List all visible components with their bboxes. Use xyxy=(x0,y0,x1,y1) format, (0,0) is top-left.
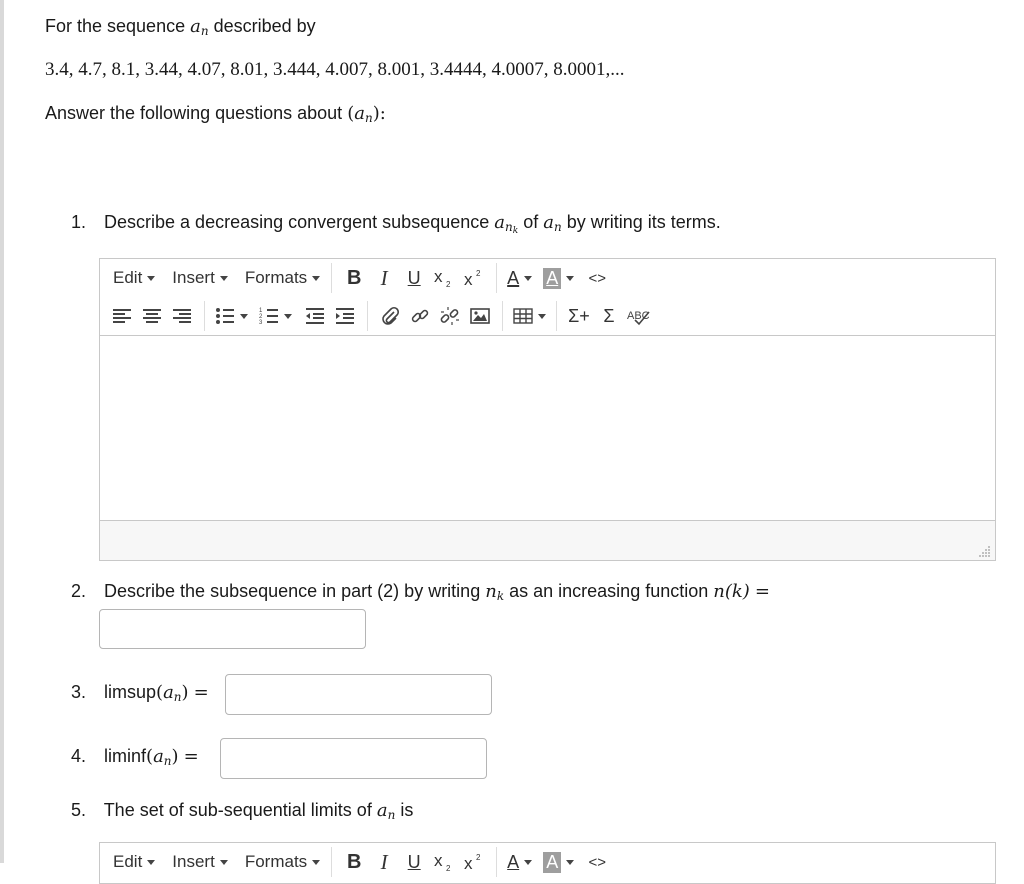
bullet-list-icon xyxy=(215,307,235,325)
svg-text:1: 1 xyxy=(259,308,263,314)
left-border xyxy=(0,0,4,863)
indent-button[interactable] xyxy=(333,302,357,330)
toolbar-divider xyxy=(204,301,205,331)
question-number: 5. xyxy=(71,800,87,820)
question-number: 4. xyxy=(71,746,87,766)
editor-text-area[interactable] xyxy=(100,335,995,520)
numbered-list-icon xyxy=(259,307,279,325)
chevron-down-icon xyxy=(566,860,574,865)
editor-status-bar xyxy=(100,520,995,560)
subscript-button[interactable] xyxy=(432,264,456,292)
svg-text:2: 2 xyxy=(476,269,481,278)
toolbar-divider xyxy=(367,301,368,331)
editor-toolbar-row-1 xyxy=(100,843,995,881)
align-left-icon xyxy=(112,307,132,325)
image-icon xyxy=(470,307,490,325)
superscript-icon xyxy=(463,268,485,288)
intro-line xyxy=(45,16,316,38)
subscript-icon xyxy=(433,268,455,288)
subscript-button[interactable] xyxy=(432,848,456,876)
svg-text:2: 2 xyxy=(259,314,263,320)
italic-button[interactable]: I xyxy=(380,849,388,874)
link-icon xyxy=(410,306,430,326)
q4-answer-input[interactable] xyxy=(220,738,487,779)
question-1: 1. Describe a decreasing convergent subsequence $a_{n_k}$ of $a_n$ by writing its terms. xyxy=(71,212,721,236)
svg-text:ABC: ABC xyxy=(627,310,650,322)
superscript-button[interactable] xyxy=(462,264,486,292)
spellcheck-icon xyxy=(627,306,651,326)
code-button[interactable]: <> xyxy=(588,853,606,871)
chevron-down-icon xyxy=(524,276,532,281)
svg-text:x: x xyxy=(434,852,443,870)
table-button[interactable] xyxy=(513,302,546,330)
outdent-icon xyxy=(305,307,325,325)
menu-insert[interactable]: Insert xyxy=(172,852,228,872)
menu-edit[interactable]: Edit xyxy=(113,852,155,872)
question-4: 4. $liminf(a_n)$ = xyxy=(71,746,199,768)
answer-line: Answer the following questions about $(a_n)$: xyxy=(45,103,386,125)
question-3: 3. $limsup(a_n)$ = xyxy=(71,682,209,704)
svg-text:x: x xyxy=(464,270,473,288)
align-left-button[interactable] xyxy=(110,302,134,330)
svg-text:2: 2 xyxy=(446,280,451,288)
background-color-button[interactable] xyxy=(543,264,574,292)
align-right-button[interactable] xyxy=(170,302,194,330)
outdent-button[interactable] xyxy=(303,302,327,330)
intro-lead: For the sequence xyxy=(45,16,186,36)
menu-insert[interactable]: Insert xyxy=(172,268,228,288)
font-color-button[interactable] xyxy=(507,264,532,292)
bold-button[interactable]: B xyxy=(346,266,362,289)
sequence-text: 3.4, 4.7, 8.1, 3.44, 4.07, 8.01, 3.444, 4.007, 8.001, 3.4444, 4.0007, 8.0001,... xyxy=(45,59,625,80)
svg-text:2: 2 xyxy=(476,853,481,862)
table-icon xyxy=(513,307,533,325)
editor-toolbar-row-1 xyxy=(100,259,995,297)
background-color-button[interactable] xyxy=(543,848,574,876)
equation-button[interactable]: Σ xyxy=(603,305,615,326)
rich-text-editor-2 xyxy=(99,842,996,884)
chevron-down-icon xyxy=(524,860,532,865)
spellcheck-button[interactable] xyxy=(627,302,651,330)
unlink-icon xyxy=(439,306,461,326)
chevron-down-icon xyxy=(312,276,320,281)
underline-button[interactable]: U xyxy=(407,267,421,288)
q2-answer-input[interactable] xyxy=(99,609,366,649)
chevron-down-icon xyxy=(220,276,228,281)
svg-text:x: x xyxy=(434,268,443,286)
chevron-down-icon xyxy=(220,860,228,865)
menu-formats[interactable]: Formats xyxy=(245,852,320,872)
paperclip-icon xyxy=(380,306,400,326)
align-center-button[interactable] xyxy=(140,302,164,330)
toolbar-divider xyxy=(331,847,332,877)
attach-button[interactable] xyxy=(378,302,402,330)
question-5: 5. The set of sub-sequential limits of $a_n$ is xyxy=(71,800,414,822)
underline-button[interactable]: U xyxy=(407,851,421,872)
question-number: 1. xyxy=(71,212,87,232)
toolbar-divider xyxy=(556,301,557,331)
bullet-list-button[interactable] xyxy=(215,302,248,330)
q3-answer-input[interactable] xyxy=(225,674,492,715)
rich-text-editor xyxy=(99,258,996,561)
toolbar-divider xyxy=(496,847,497,877)
align-right-icon xyxy=(172,307,192,325)
unlink-button[interactable] xyxy=(438,302,462,330)
align-center-icon xyxy=(142,307,162,325)
question-number: 2. xyxy=(71,581,87,601)
font-color-icon: A xyxy=(507,267,520,288)
answer-prefix: Answer the following questions about xyxy=(45,103,343,123)
bold-button[interactable]: B xyxy=(346,850,362,873)
code-button[interactable]: <> xyxy=(588,269,606,287)
resize-handle-icon[interactable] xyxy=(979,545,991,557)
svg-text:2: 2 xyxy=(446,864,451,872)
editor-toolbar-row-2 xyxy=(100,297,995,335)
font-color-button[interactable] xyxy=(507,848,532,876)
chevron-down-icon xyxy=(538,314,546,319)
question-2: 2. Describe the subsequence in part (2) by writing $n_k$ as an increasing function n(k) = xyxy=(71,581,770,603)
indent-icon xyxy=(335,307,355,325)
equation-plus-button[interactable]: Σ+ xyxy=(568,305,590,326)
font-color-icon: A xyxy=(507,851,520,872)
svg-text:3: 3 xyxy=(259,320,263,325)
question-number: 3. xyxy=(71,682,87,702)
toolbar-divider xyxy=(331,263,332,293)
chevron-down-icon xyxy=(147,860,155,865)
image-button[interactable] xyxy=(468,302,492,330)
toolbar-divider xyxy=(496,263,497,293)
menu-formats[interactable]: Formats xyxy=(245,268,320,288)
chevron-down-icon xyxy=(312,860,320,865)
var-a-n: $a_n$ xyxy=(190,16,209,38)
intro-lead-after: described by xyxy=(213,16,316,36)
link-button[interactable] xyxy=(408,302,432,330)
superscript-icon xyxy=(463,852,485,872)
italic-button[interactable]: I xyxy=(380,265,388,290)
chevron-down-icon xyxy=(284,314,292,319)
svg-text:x: x xyxy=(464,854,473,872)
background-color-icon: A xyxy=(543,268,561,289)
chevron-down-icon xyxy=(566,276,574,281)
subscript-icon xyxy=(433,852,455,872)
background-color-icon: A xyxy=(543,852,561,873)
numbered-list-button[interactable] xyxy=(259,302,292,330)
superscript-button[interactable] xyxy=(462,848,486,876)
menu-edit[interactable]: Edit xyxy=(113,268,155,288)
toolbar-divider xyxy=(502,301,503,331)
chevron-down-icon xyxy=(147,276,155,281)
chevron-down-icon xyxy=(240,314,248,319)
